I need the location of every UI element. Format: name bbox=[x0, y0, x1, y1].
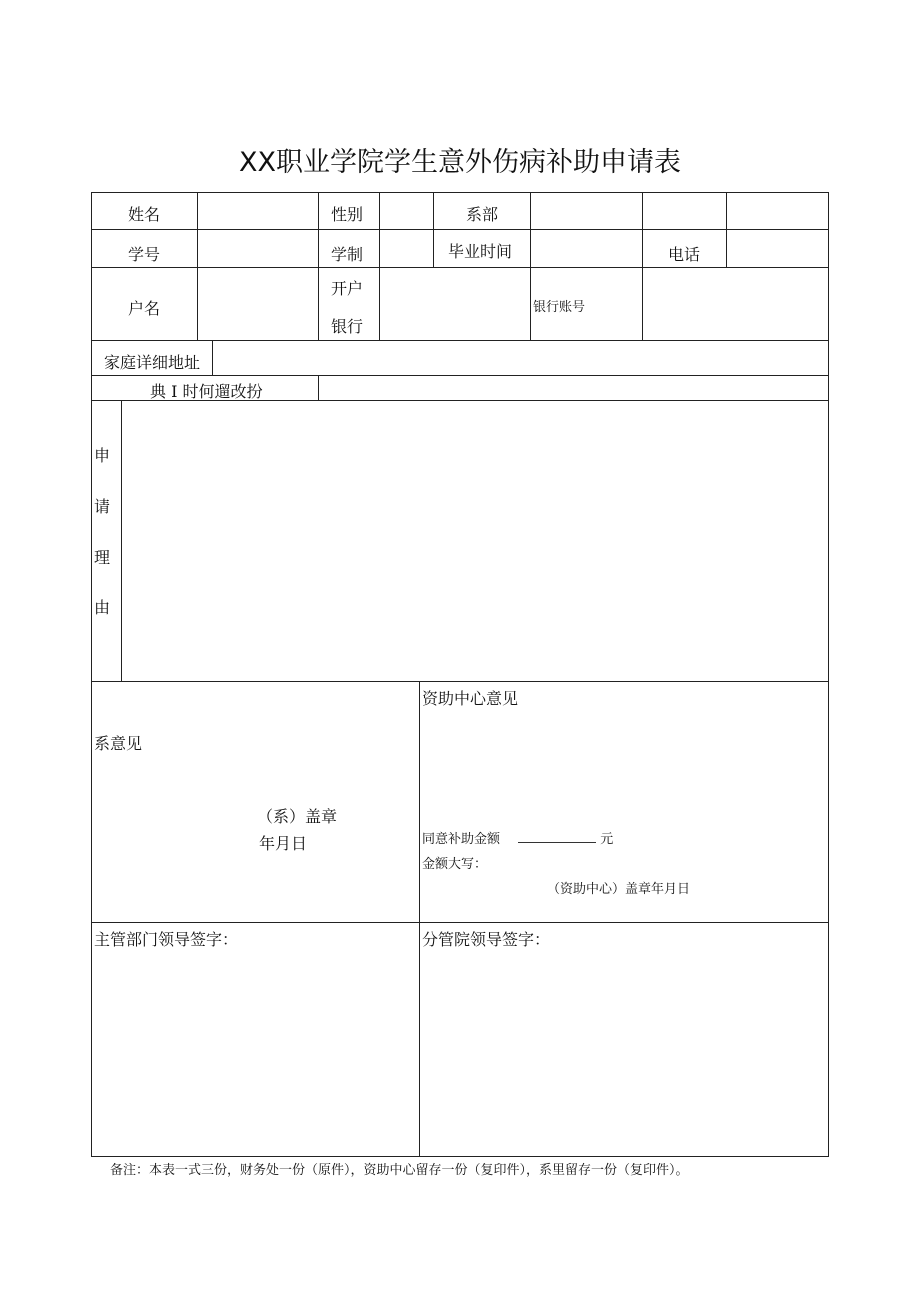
grid-line bbox=[828, 192, 829, 1157]
gender-label: 性别 bbox=[331, 205, 364, 224]
bank-account-label: 银行账号 bbox=[533, 300, 586, 315]
aid-center-label: 资助中心意见 bbox=[422, 689, 519, 708]
grid-line bbox=[91, 922, 829, 923]
row5-field[interactable] bbox=[319, 376, 828, 400]
name-label: 姓名 bbox=[128, 205, 161, 224]
reason-char-3: 理 bbox=[94, 548, 111, 567]
student-id-label: 学号 bbox=[128, 245, 161, 264]
amount-label bbox=[422, 828, 613, 847]
reason-char-4: 由 bbox=[94, 598, 111, 617]
footnote: 备注：本表一式三份，财务处一份（原件），资助中心留存一份（复印件），系里留存一份（复印件）。 bbox=[110, 1163, 689, 1178]
address-field[interactable] bbox=[213, 341, 828, 375]
amount-label-text: 同意补助金额 bbox=[422, 832, 501, 847]
bank-field[interactable] bbox=[380, 268, 530, 340]
department-label: 系部 bbox=[466, 205, 499, 224]
vice-president-signature-label: 分管院领导签字： bbox=[422, 930, 551, 949]
dept-head-signature-label: 主管部门领导签字： bbox=[94, 930, 239, 949]
bank-label-line2: 银行 bbox=[331, 317, 364, 336]
reason-char-2: 请 bbox=[94, 497, 111, 516]
grid-line bbox=[419, 681, 420, 1157]
amount-words-label: 金额大写： bbox=[422, 857, 488, 872]
reason-field[interactable] bbox=[122, 401, 828, 681]
reason-char-1: 申 bbox=[94, 446, 111, 465]
graduation-label: 毕业时间 bbox=[448, 242, 513, 261]
phone-field[interactable] bbox=[727, 230, 828, 267]
department-field[interactable] bbox=[531, 193, 642, 229]
dept-seal-label: （系）盖章 bbox=[257, 807, 338, 826]
duration-field[interactable] bbox=[380, 230, 433, 267]
vice-president-signature-field[interactable] bbox=[421, 950, 827, 1155]
account-name-field[interactable] bbox=[198, 268, 318, 340]
name-field[interactable] bbox=[198, 193, 318, 229]
student-id-field[interactable] bbox=[198, 230, 318, 267]
grid-line bbox=[433, 192, 434, 268]
form-title: XX职业学院学生意外伤病补助申请表 bbox=[239, 147, 681, 178]
bank-account-field[interactable] bbox=[643, 268, 828, 340]
dept-date-label: 年月日 bbox=[259, 834, 308, 853]
row5-label: 典 I 时何遛改扮 bbox=[150, 382, 263, 401]
amount-unit: 元 bbox=[600, 832, 614, 847]
gender-field[interactable] bbox=[380, 193, 433, 229]
dept-head-signature-field[interactable] bbox=[92, 950, 418, 1155]
graduation-field[interactable] bbox=[531, 230, 642, 267]
grid-line bbox=[91, 681, 829, 682]
amount-blank[interactable] bbox=[518, 830, 596, 843]
aid-center-seal-date: （资助中心）盖章年月日 bbox=[547, 882, 691, 897]
address-label: 家庭详细地址 bbox=[104, 353, 201, 372]
duration-label: 学制 bbox=[331, 245, 364, 264]
phone-label: 电话 bbox=[668, 245, 701, 264]
bank-label-line1: 开户 bbox=[331, 279, 364, 298]
dept-opinion-label: 系意见 bbox=[94, 734, 143, 753]
account-name-label: 户名 bbox=[128, 299, 161, 318]
grid-line bbox=[91, 1156, 829, 1157]
grid-line bbox=[318, 192, 319, 341]
